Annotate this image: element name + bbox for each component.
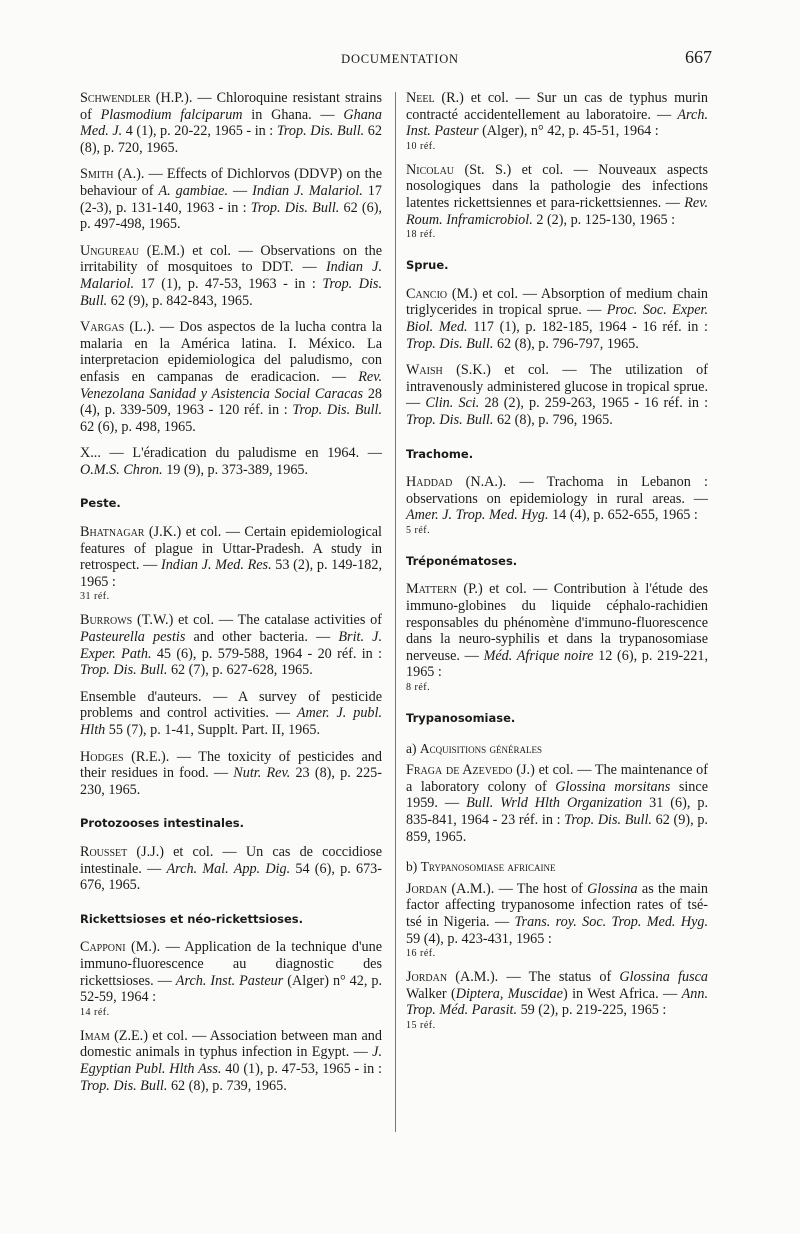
running-header: DOCUMENTATION: [341, 52, 459, 66]
bibliography-entry: Vargas (L.). — Dos aspectos de la lucha contra la malaria en la América latina. I. México. La interpretacion epidemiologica del paludismo, con enfasis en campanas de eradicacion. — Rev. Venezolana Sanidad y Asistencia Social Caracas 28 (4), p. 339-509, 1963 - 120 réf. in : Trop. Dis. Bull. 62 (6), p. 498, 1965.: [80, 319, 382, 435]
reference-count: 14 réf.: [80, 1006, 110, 1018]
section-heading: Tréponématoses.: [406, 553, 518, 568]
bibliography-entry: Imam (Z.E.) et col. — Association between man and domestic animals in typhus infection in Egypt. — J. Egyptian Publ. Hlth Ass. 40 (1), p. 47-53, 1965 - in : Trop. Dis. Bull. 62 (8), p. 739, 1965.: [80, 1027, 382, 1094]
bibliography-entry: Hodges (R.E.). — The toxicity of pesticides and their residues in food. — Nutr. Rev. 23 (8), p. 225-230, 1965.: [80, 748, 382, 798]
column-divider: [395, 92, 396, 1132]
reference-count: 5 réf.: [406, 524, 431, 536]
bibliography-entry: Jordan (A.M.). — The status of Glossina fusca Walker (Diptera, Muscidae) in West Africa. — Ann. Trop. Méd. Parasit. 59 (2), p. 219-225, 1965 : 15 réf.: [406, 969, 708, 1031]
bibliography-entry: Cancio (M.) et col. — Absorption of medium chain triglycerides in tropical sprue. — Proc. Soc. Exper. Biol. Med. 117 (1), p. 182-185, 1964 - 16 réf. in : Trop. Dis. Bull. 62 (8), p. 796-797, 1965.: [406, 285, 708, 352]
bibliography-entry: Smith (A.). — Effects of Dichlorvos (DDVP) on the behaviour of A. gambiae. — Indian J. Malariol. 17 (2-3), p. 131-140, 1963 - in : Trop. Dis. Bull. 62 (6), p. 497-498, 1965.: [80, 166, 382, 233]
section-heading: Trachome.: [406, 446, 474, 461]
bibliography-entry: Ensemble d'auteurs. — A survey of pesticide problems and control activities. — Amer. J. publ. Hlth 55 (7), p. 1-41, Supplt. Part. II, 1965.: [80, 688, 382, 738]
bibliography-entry: X... — L'éradication du paludisme en 1964. — O.M.S. Chron. 19 (9), p. 373-389, 1965.: [80, 445, 382, 478]
section-heading: Rickettsioses et néo-rickettsioses.: [80, 911, 303, 926]
bibliography-entry: Waish (S.K.) et col. — The utilization of intravenously administered glucose in tropical sprue. — Clin. Sci. 28 (2), p. 259-263, 1965 - 16 réf. in : Trop. Dis. Bull. 62 (8), p. 796, 1965.: [406, 362, 709, 428]
left-column: [80, 90, 382, 1104]
bibliography-entry: Haddad (N.A.). — Trachoma in Lebanon : observations on epidemiology in rural areas. — Amer. J. Trop. Med. Hyg. 14 (4), p. 652-655, 1965 : 5 réf.: [406, 474, 708, 536]
reference-count: 15 réf.: [406, 1019, 436, 1031]
sub-heading: b) Trypanosomiase africaine: [406, 859, 556, 875]
section-heading: Protozooses intestinales.: [80, 816, 244, 831]
reference-count: 8 réf.: [406, 682, 431, 694]
bibliography-entry: Jordan (A.M.). — The host of Glossina as the main factor affecting trypanosome infection rates of tsé-tsé in Nigeria. — Trans. roy. Soc. Trop. Med. Hyg. 59 (4), p. 423-431, 1965 : 16 réf.: [406, 880, 709, 960]
reference-count: 31 réf.: [80, 591, 110, 603]
section-heading: Peste.: [80, 496, 121, 511]
section-heading: Trypanosomiase.: [406, 711, 516, 726]
bibliography-entry: Nicolau (St. S.) et col. — Nouveaux aspects nosologiques dans la pathologie des infections latentes rickettsiennes et para-rickettsiennes. — Rev. Roum. Inframicrobiol. 2 (2), p. 125-130, 1965 : 18 réf.: [406, 161, 708, 241]
bibliography-entry: Rousset (J.J.) et col. — Un cas de coccidiose intestinale. — Arch. Mal. App. Dig. 54 (6), p. 673-676, 1965.: [80, 843, 382, 894]
page-number: 667: [685, 47, 712, 67]
sub-heading: a) Acquisitions générales: [406, 740, 542, 756]
bibliography-entry: Burrows (T.W.) et col. — The catalase activities of Pasteurella pestis and other bacteria. — Brit. J. Exper. Path. 45 (6), p. 579-588, 1964 - 20 réf. in : Trop. Dis. Bull. 62 (7), p. 627-628, 1965.: [80, 612, 383, 679]
bibliography-entry: Neel (R.) et col. — Sur un cas de typhus murin contracté accidentellement au laboratoire. — Arch. Inst. Pasteur (Alger), n° 42, p. 45-51, 1964 : 10 réf.: [406, 90, 708, 152]
right-column: [406, 90, 708, 1041]
reference-count: 16 réf.: [406, 948, 436, 960]
bibliography-entry: Capponi (M.). — Application de la technique d'une immuno-fluorescence au diagnostic des rickettsioses. — Arch. Inst. Pasteur (Alger) n° 42, p. 52-59, 1964 : 14 réf.: [80, 939, 383, 1018]
bibliography-entry: Mattern (P.) et col. — Contribution à l'étude des immuno-globines du liquide céphalo-rachidien responsables du phénomène d'immuno-fluorescence dans la neuro-syphilis et dans la trypanosomiase nerveuse. — Méd. Afrique noire 12 (6), p. 219-221, 1965 : 8 réf.: [406, 581, 708, 694]
reference-count: 10 réf.: [406, 140, 436, 152]
bibliography-entry: Fraga de Azevedo (J.) et col. — The maintenance of a laboratory colony of Glossina morsitans since 1959. — Bull. Wrld Hlth Organization 31 (6), p. 835-841, 1964 - 23 réf. in : Trop. Dis. Bull. 62 (9), p. 859, 1965.: [406, 762, 709, 845]
bibliography-entry: Bhatnagar (J.K.) et col. — Certain epidemiological features of plague in Uttar-Pradesh. A study in retrospect. — Indian J. Med. Res. 53 (2), p. 149-182, 1965 : 31 réf.: [80, 524, 382, 603]
bibliography-entry: Ungureau (E.M.) et col. — Observations on the irritability of mosquitoes to DDT. — Indian J. Malariol. 17 (1), p. 47-53, 1963 - in : Trop. Dis. Bull. 62 (9), p. 842-843, 1965.: [80, 242, 383, 309]
section-heading: Sprue.: [406, 258, 449, 273]
reference-count: 18 réf.: [406, 229, 436, 241]
bibliography-entry: Schwendler (H.P.). — Chloroquine resistant strains of Plasmodium falciparum in Ghana. — Ghana Med. J. 4 (1), p. 20-22, 1965 - in : Trop. Dis. Bull. 62 (8), p. 720, 1965.: [80, 90, 382, 156]
